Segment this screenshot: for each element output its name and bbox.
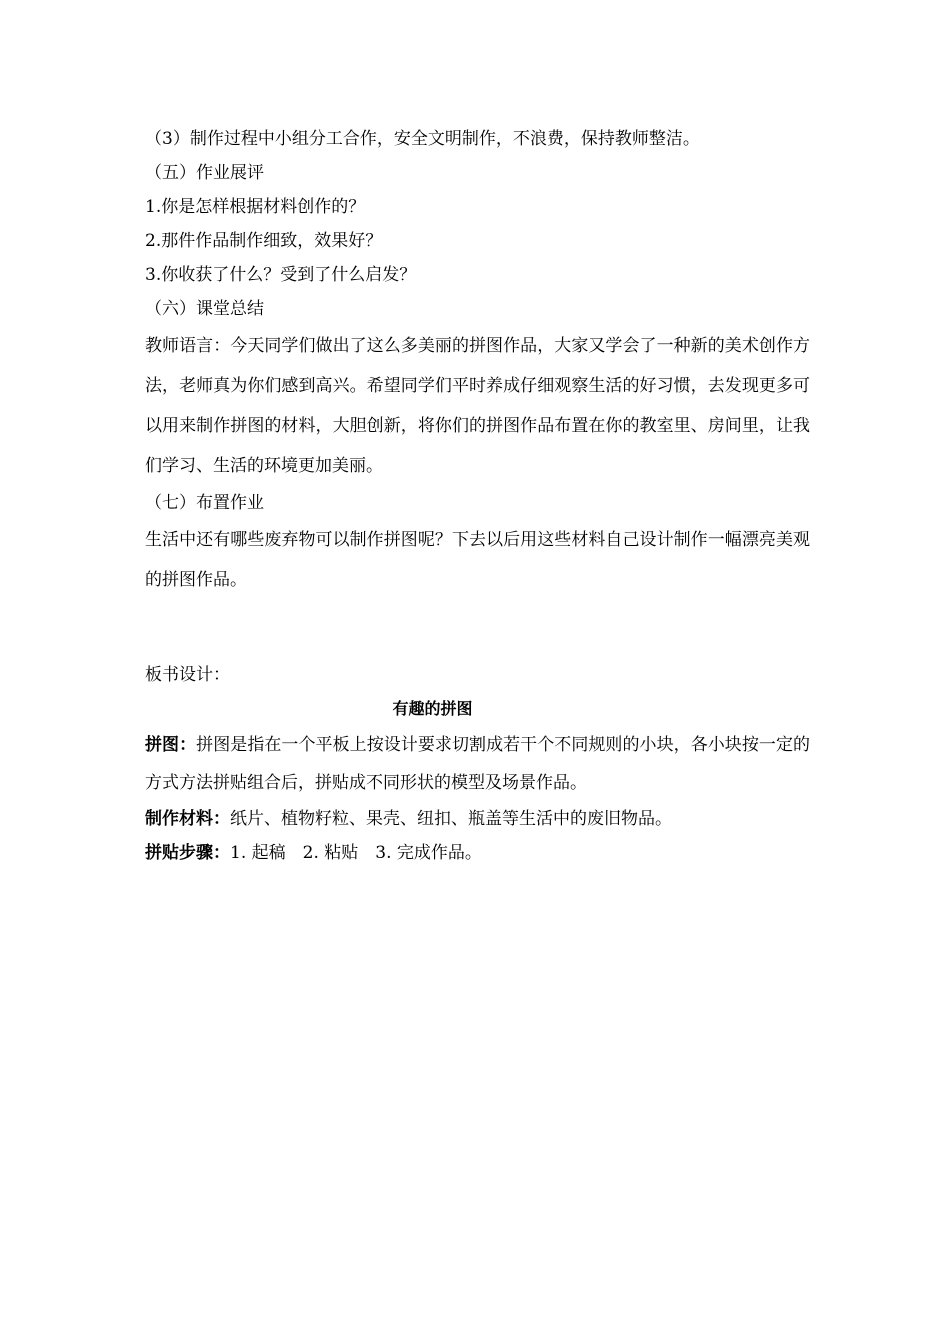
board-title: 有趣的拼图	[392, 699, 473, 718]
homework-paragraph: 生活中还有哪些废弃物可以制作拼图呢？下去以后用这些材料自己设计制作一幅漂亮美观的拼图作品。	[145, 530, 810, 590]
document-body	[145, 122, 810, 870]
question-3: 3.你收获了什么？受到了什么启发？	[145, 265, 417, 285]
materials-text: 纸片、植物籽粒、果壳、纽扣、瓶盖等生活中的废旧物品。	[230, 809, 672, 829]
materials-label: 制作材料：	[145, 809, 230, 829]
question-2: 2.那件作品制作细致，效果好？	[145, 231, 383, 251]
steps-line	[145, 836, 810, 870]
definition-text: 拼图是指在一个平板上按设计要求切割成若干个不同规则的小块，各小块按一定的方式方法拼贴组合后，拼贴成不同形状的模型及场景作品。	[145, 735, 811, 793]
materials-line	[145, 802, 810, 836]
definition-label: 拼图：	[145, 735, 197, 755]
definition-paragraph	[145, 726, 810, 802]
section-7-heading: （七）布置作业	[145, 493, 264, 513]
question-1: 1.你是怎样根据材料创作的？	[145, 197, 366, 217]
spacer	[145, 600, 810, 658]
board-design-heading: 板书设计：	[145, 665, 230, 685]
item-3-text: （3）制作过程中小组分工合作，安全文明制作，不浪费，保持教师整洁。	[145, 129, 700, 149]
section-6-heading: （六）课堂总结	[145, 299, 264, 319]
summary-paragraph: 教师语言：今天同学们做出了这么多美丽的拼图作品，大家又学会了一种新的美术创作方法，老师真为你们感到高兴。希望同学们平时养成仔细观察生活的好习惯，去发现更多可以用来制作拼图的材料，大胆创新，将你们的拼图作品布置在你的教室里、房间里，让我们学习、生活的环境更加美丽。	[145, 336, 810, 476]
steps-text: 1. 起稿 2. 粘贴 3. 完成作品。	[230, 843, 482, 863]
steps-label: 拼贴步骤：	[145, 843, 230, 863]
section-5-heading: （五）作业展评	[145, 163, 264, 183]
